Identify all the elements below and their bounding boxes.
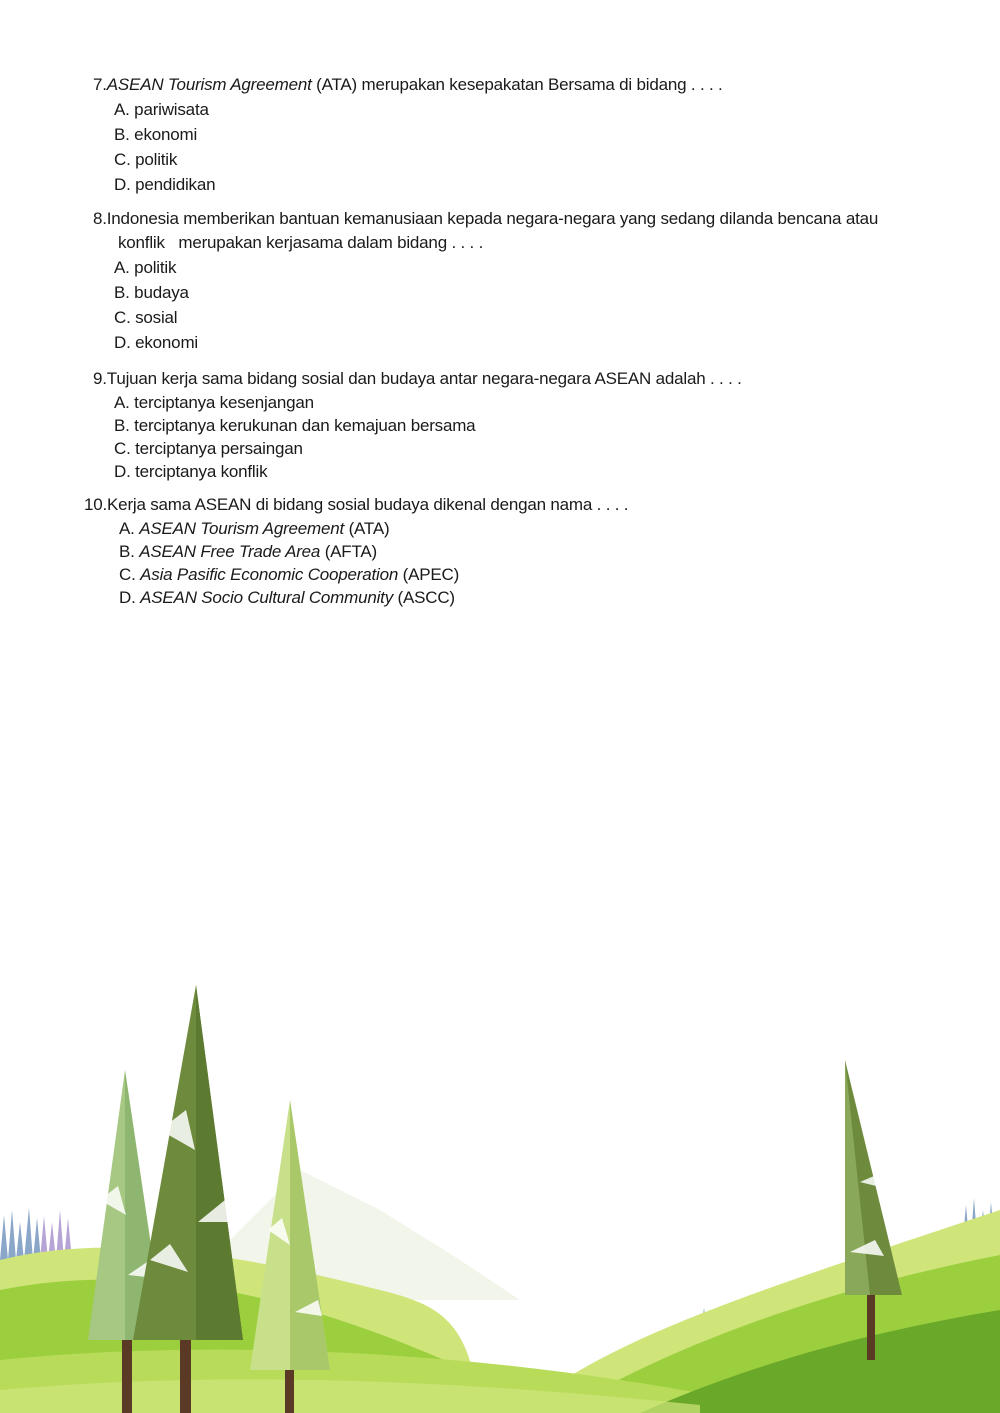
question-7-text: (ATA) merupakan kesepakatan Bersama di bidang . . . . [311, 75, 723, 94]
option-b: B. ASEAN Free Trade Area (AFTA) [119, 542, 378, 561]
option-c: C. terciptanya persaingan [114, 439, 303, 458]
question-7 [93, 73, 723, 197]
question-8-stem [93, 207, 893, 231]
question-7-stem [93, 73, 723, 97]
option-c: C. sosial [114, 308, 178, 327]
question-10 [84, 493, 628, 609]
question-number: 10. [84, 495, 108, 514]
question-number: 7. [93, 75, 107, 94]
option-d: D. ekonomi [114, 333, 198, 352]
answer-options [93, 97, 723, 197]
question-number: 8. [93, 209, 107, 228]
question-8-text-line1: Indonesia memberikan bantuan kemanusiaan kepada negara-negara yang sedang dilanda bencana atau [106, 209, 879, 228]
answer-options [84, 517, 628, 609]
question-10-text: Kerja sama ASEAN di bidang sosial budaya dikenal dengan nama . . . . [107, 495, 629, 514]
option-b: B. terciptanya kerukunan dan kemajuan bersama [114, 416, 476, 435]
option-c: C. politik [114, 150, 178, 169]
option-d: D. pendidikan [114, 175, 216, 194]
option-d: D. ASEAN Socio Cultural Community (ASCC) [119, 588, 455, 607]
answer-options [93, 391, 742, 483]
option-b: B. ekonomi [114, 125, 198, 144]
forest-hills-illustration [0, 960, 1000, 1413]
option-a: A. ASEAN Tourism Agreement (ATA) [119, 519, 390, 538]
question-7-term: ASEAN Tourism Agreement [106, 75, 312, 94]
question-8 [93, 207, 893, 355]
grass-tufts-left [0, 1208, 41, 1260]
answer-options [93, 255, 893, 355]
option-a: A. politik [114, 258, 177, 277]
question-number: 9. [93, 369, 107, 388]
option-a: A. terciptanya kesenjangan [114, 393, 314, 412]
question-9-stem [93, 367, 742, 391]
question-9-text: Tujuan kerja sama bidang sosial dan budaya antar negara-negara ASEAN adalah . . . . [106, 369, 742, 388]
option-d: D. terciptanya konflik [114, 462, 268, 481]
option-c: C. Asia Pasific Economic Cooperation (APEC) [119, 565, 460, 584]
question-9 [93, 367, 742, 483]
question-10-stem [84, 493, 628, 517]
question-8-text-line2: konflik merupakan kerjasama dalam bidang . . . . [118, 233, 484, 252]
option-a: A. pariwisata [114, 100, 209, 119]
option-b: B. budaya [114, 283, 189, 302]
